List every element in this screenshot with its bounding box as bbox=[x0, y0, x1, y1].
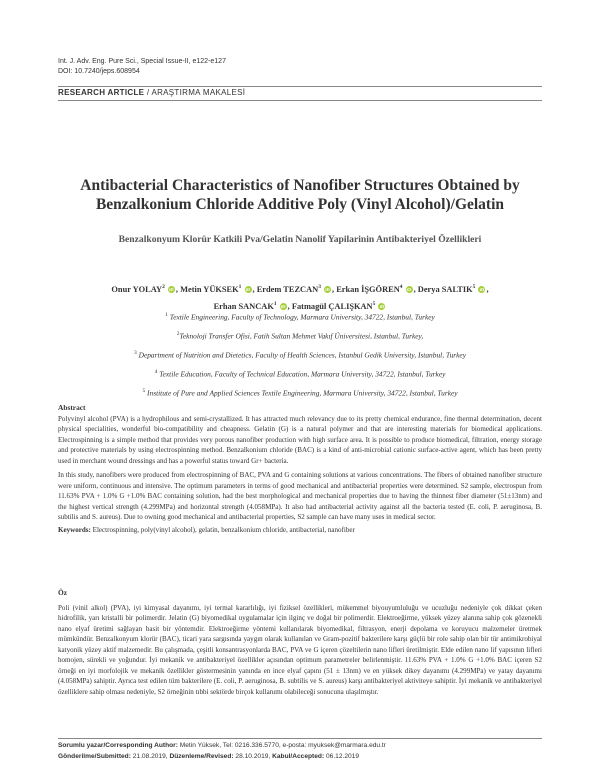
affiliation: $^4$ Textile Education, Faculty of Technical Education, Marmara University, 34722, Istanbul, Turkey bbox=[154, 368, 446, 379]
abstract-paragraph-1: Polyvinyl alcohol (PVA) is a hydrophilous and semi-crystallized. It has attracted much relevancy due to its pretty chemical endurance, fine thermal determination, decent physical specialities, wonderful bio-compatibility and cheapness. Gelatin (G) is a natural polymer and that are interesting materials for biomedical applications. Electrospinning is a simple method that provides very porous nanofiber production with high surface area. It is possible to produce biomedical, filtration, energy storage and protective materials by using electrospinning method. Benzalkonium chloride (BAC) is a kind of anti-microbial cationic surface-active agent, which has been pretty used in merchant wound dressings and has a powerful status toward Gr+ bacteria. bbox=[58, 414, 542, 465]
divider-bottom bbox=[58, 100, 542, 101]
journal-doi: DOI: 10.7240/jeps.608954 bbox=[58, 67, 140, 75]
orcid-icon[interactable]: iD bbox=[169, 287, 174, 293]
journal-citation: Int. J. Adv. Eng. Pure Sci., Special Issue-II, e122-e127 bbox=[58, 58, 226, 65]
author-affil: 2 bbox=[162, 284, 165, 290]
keywords-label: Keywords: bbox=[58, 525, 91, 534]
orcid-icon[interactable]: iD bbox=[325, 287, 330, 293]
keywords bbox=[58, 525, 542, 536]
footer-divider bbox=[58, 738, 542, 739]
paper-title bbox=[40, 176, 560, 214]
author-name: Derya SALTIK bbox=[417, 284, 473, 294]
footer bbox=[58, 740, 542, 762]
author-affil: 3 bbox=[318, 284, 321, 290]
oz-section bbox=[58, 588, 542, 697]
affiliation-list bbox=[40, 307, 560, 402]
orcid-icon[interactable]: iD bbox=[479, 287, 485, 293]
abstract-section bbox=[58, 403, 542, 535]
title-line-1: Antibacterial Characteristics of Nanofiber Structures Obtained by bbox=[80, 177, 520, 194]
corresponding-author: Sorumlu yazar/Corresponding Author: Metin Yüksek, Tel: 0216.336.5770, e-posta: myuksek@marmara.edu.tr bbox=[58, 742, 386, 749]
abstract-heading: Abstract bbox=[58, 403, 86, 412]
orcid-icon[interactable]: iD bbox=[379, 304, 385, 310]
orcid-icon[interactable]: iD bbox=[245, 287, 251, 293]
author-sep: , bbox=[252, 284, 257, 294]
author-line-1 bbox=[40, 280, 560, 297]
affiliation: $^3$ Department of Nutrition and Dietetics, Faculty of Health Sciences, Istanbul Gedik University, Istanbul, Turkey bbox=[134, 349, 466, 360]
author-affil: 1 bbox=[273, 300, 277, 307]
affiliation: $^1$ Textile Engineering, Faculty of Technology, Marmara University, 34722, Istanbul, Turkey bbox=[165, 312, 435, 322]
journal-info bbox=[58, 57, 226, 76]
title-line-2: Benzalkonium Chloride Additive Poly (Vinyl Alcohol)/Gelatin bbox=[95, 196, 505, 213]
oz-heading: Öz bbox=[58, 588, 68, 597]
author-affil: 5 bbox=[472, 284, 476, 290]
author-affil: 1 bbox=[238, 284, 242, 290]
affiliation: $^5$ Institute of Pure and Applied Sciences Textile Engineering, Marmara University, 34722, Istanbul, Turkey bbox=[142, 387, 458, 398]
author-name: Fatmagül ÇALIŞKAN bbox=[291, 301, 373, 311]
author-name: Erkan İŞGÖREN bbox=[336, 284, 400, 294]
author-sep: , bbox=[175, 284, 181, 294]
article-type-en: RESEARCH ARTICLE bbox=[58, 88, 145, 97]
article-type-tr: ARAŞTIRMA MAKALESİ bbox=[151, 88, 246, 97]
oz-paragraph: Poli (vinil alkol) (PVA), iyi kimyasal dayanımı, iyi termal kararlılığı, iyi fiziksel özellikleri, mükemmel biyouyumluluğu ve ucuzluğu nedeniyle çok dikkat çeken hidrofilik, yarı kristalli bir polimerdir. Jelatin (G) biyomedikal uygulamalar için ilginç ve doğal bir polimerdir. Elektroeğirme, yüksek yüzey alanına sahip çok gözenekli nano elyaf üretimi sağlayan basit bir yöntemdir. Elektroeğirme yöntemi kullanılarak biyomedikal, filtrasyon, enerji depolama ve koruyucu malzemeler üretmek mümkündür. Benzalkonyum klorür (BAC), ticari yara sargısında yaygın olarak kullanılan ve Gram-pozitif bakterilere karşı güçlü bir role sahip olan bir tür antimikrobiyal katyonik yüzey aktif malzemedir. Bu çalışmada, çeşitli konsantrasyonlarda BAC, PVA ve G içeren çözeltilerin nano lifleri üretilmiştir. Elde edilen nano lif yapısının lifleri homojen, sürekli ve yoğundur. İyi mekanik ve antibakteriyel özellikler açısından optimum parametreler belirlenmiştir. 11.63% PVA + 1.0% G +1.0% BAC içeren S2 örneği en iyi morfolojik ve mekanik özellikler göstermesinin yanında en ince elyaf çapını (51 ± 13nm) ve en yüksek dikey dayanımı (4.299MPa) ve yatay dayanımı (4.058MPa) sahiptir. Ayrıca test edilen tüm bakterilere (E. coli, P. aeruginosa, B. subtilis ve S. aureus) karşı antibakteriyel aktiviteye sahiptir. İyi mekanik ve antibakteriyel özelliklere sahip olması nedeniyle, S2 örneğinin tıbbi sektörde birçok kullanımı olabileceği sonucuna ulaşılmıştır. bbox=[58, 603, 542, 696]
author-sep: , bbox=[486, 284, 489, 294]
article-type-sep: / bbox=[146, 88, 152, 97]
keywords-text: Electrospinning, poly(vinyl alcohol), gelatin, benzalkonium chloride, antibacterial, nanofiber bbox=[92, 525, 355, 534]
author-name: Erdem TEZCAN bbox=[256, 284, 319, 294]
author-sep: , bbox=[332, 284, 337, 294]
divider-top bbox=[58, 86, 542, 87]
author-name: Metin YÜKSEK bbox=[180, 284, 239, 294]
author-name: Erhan SANCAK bbox=[213, 301, 274, 311]
author-affil: 5 bbox=[372, 300, 376, 307]
dates: Gönderilme/Submitted: 21.08.2019, Düzenleme/Revised: 28.10.2019, Kabul/Accepted: 06.12.2019 bbox=[58, 753, 359, 760]
author-name: Onur YOLAY bbox=[111, 284, 163, 294]
abstract-paragraph-2: In this study, nanofibers were produced from electrospinning of BAC, PVA and G containing solutions at various concentrations. The fibers of obtained nanofiber structure were uniform, continuous and intensive. The optimum parameters in terms of good mechanical and antibacterial properties were determined. S2 sample, electrospun from 11.63% PVA + 1.0% G +1.0% BAC containing solution, had the best morphological and mechanical properties due to having the thinnest fiber diameter (51±13nm) and the highest vertical strength (4.299MPa) and horizontal strength (4.058MPa). It also had antibacterial activity against all the bacteria tested (E. coli, P. aeruginosa, B. subtilis and S. aureus). Due to owning good mechanical and antibacterial properties, S2 sample can have many uses in medical sector. bbox=[58, 471, 542, 521]
affiliation: $^2$Teknoloji Transfer Ofisi, Fatih Sultan Mehmet Vakıf Üniversitesi, Istanbul, Turkey, bbox=[176, 330, 424, 341]
orcid-icon[interactable]: iD bbox=[280, 304, 286, 310]
orcid-icon[interactable]: iD bbox=[406, 287, 412, 293]
paper-subtitle: Benzalkonyum Klorür Katkili Pva/Gelatin Nanolif Yapilarinin Antibakteriyel Özellikleri bbox=[118, 234, 482, 245]
author-sep: , bbox=[287, 301, 292, 311]
author-sep: , bbox=[413, 284, 418, 294]
article-type bbox=[58, 88, 542, 97]
author-affil: 4 bbox=[399, 284, 403, 290]
